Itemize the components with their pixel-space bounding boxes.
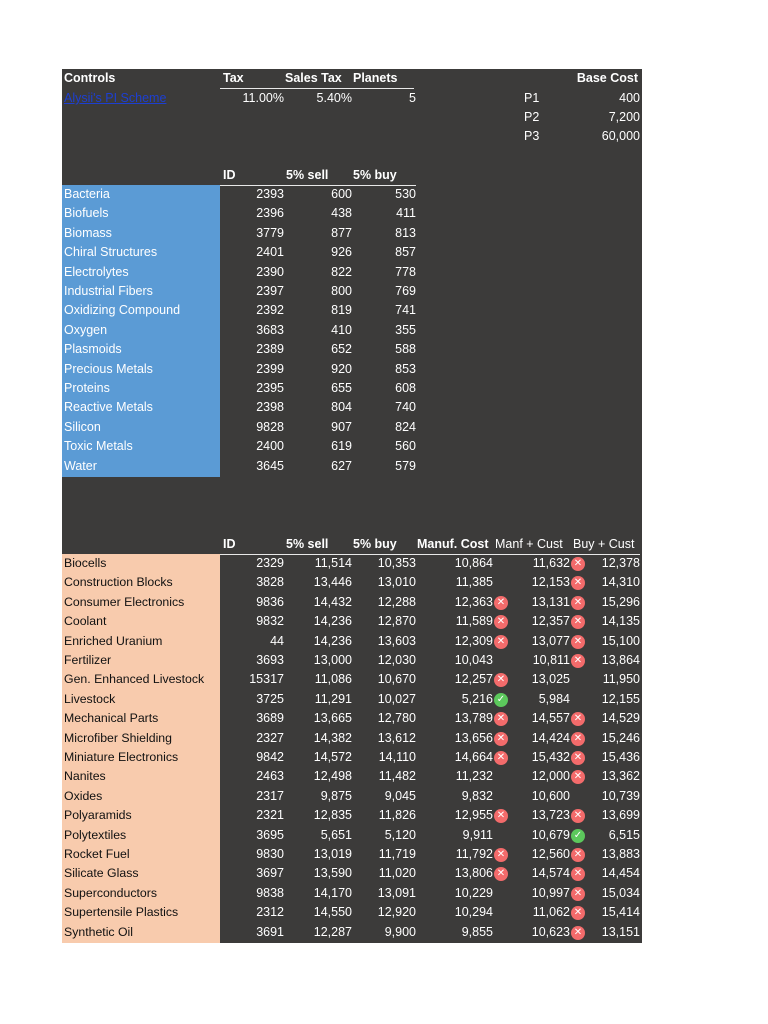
- p1-row-sell: 822: [331, 264, 352, 279]
- p2-row-buy-cust: 15,100: [601, 633, 640, 648]
- check-circle-icon: ✓: [494, 693, 508, 707]
- cross-circle-icon: ✕: [571, 906, 585, 920]
- cross-circle-icon: ✕: [494, 596, 508, 610]
- base-cost-value[interactable]: 400: [619, 91, 640, 105]
- p2-row-id: 3725: [256, 691, 284, 706]
- p1-row-sell: 655: [331, 381, 352, 395]
- p2-row-manf-cust: 14,574: [531, 866, 570, 881]
- p2-row-sell: 12,287: [313, 924, 352, 939]
- planets-header: Planets: [353, 71, 398, 85]
- p1-row-sell: 652: [331, 342, 352, 357]
- p2-row-id: 3693: [256, 653, 284, 667]
- p2-row-sell: 14,170: [313, 885, 352, 900]
- tax-value[interactable]: 11.00%: [242, 91, 284, 105]
- p2-row-buy-cust: 10,739: [601, 788, 640, 803]
- p1-row-buy: 579: [395, 458, 416, 473]
- p1-row-name: Reactive Metals: [64, 400, 153, 415]
- p2-row-sell: 13,665: [313, 711, 352, 726]
- p2-row-buy: 12,870: [377, 614, 416, 629]
- p2-row-buy: 11,826: [378, 808, 416, 823]
- p2-row-sell: 13,590: [313, 866, 352, 881]
- p2-row-manf-cust: 12,560: [531, 847, 570, 861]
- p1-row-sell: 410: [331, 322, 352, 337]
- base-cost-tier: P2: [524, 110, 540, 124]
- p1-row-buy: 560: [395, 439, 416, 454]
- p2-row-buy: 13,612: [377, 730, 416, 745]
- p2-row-manuf-cost: 10,294: [454, 905, 493, 920]
- p2-row-sell: 11,514: [314, 556, 352, 570]
- p2-row-manuf-cost: 9,855: [461, 924, 493, 939]
- p2-row-manf-cust: 5,984: [538, 691, 570, 706]
- p1-row-name: Chiral Structures: [64, 245, 158, 260]
- p2-row-buy: 13,091: [377, 885, 416, 900]
- p2-row-buy-cust: 15,436: [601, 750, 640, 764]
- p2-row-buy-cust: 13,362: [601, 769, 640, 784]
- p2-row-sell: 14,432: [313, 594, 352, 609]
- p2-row-id: 3689: [256, 711, 284, 726]
- p2-row-buy: 12,288: [377, 594, 416, 609]
- p2-row-name: Mechanical Parts: [64, 711, 159, 726]
- p2-manf-cust-header: Manf + Cust: [495, 537, 563, 551]
- p2-row-buy: 13,603: [377, 633, 416, 648]
- scheme-link[interactable]: Alysii's PI Scheme: [64, 91, 167, 105]
- p2-row-sell: 14,236: [313, 614, 352, 629]
- cross-circle-icon: ✕: [494, 732, 508, 746]
- p2-row-name: Rocket Fuel: [64, 847, 130, 861]
- p1-row-name: Electrolytes: [64, 264, 129, 279]
- p1-row-sell: 819: [331, 303, 352, 318]
- p2-row-manuf-cost: 13,806: [454, 866, 493, 881]
- p1-row-buy: 741: [395, 303, 416, 318]
- p2-row-sell: 14,382: [313, 730, 352, 745]
- p2-row-buy: 12,780: [377, 711, 416, 726]
- spreadsheet: [62, 69, 642, 943]
- p1-row-id: 2400: [256, 439, 284, 454]
- p2-row-id: 15317: [249, 672, 284, 687]
- p2-row-buy: 5,120: [384, 827, 416, 842]
- p1-row-buy: 857: [395, 245, 416, 260]
- p2-manuf-cost-header: Manuf. Cost: [417, 537, 489, 551]
- p2-row-name: Coolant: [64, 614, 107, 629]
- p2-row-name: Synthetic Oil: [64, 924, 134, 939]
- p1-row-id: 2393: [256, 187, 284, 201]
- p2-sell-header: 5% sell: [286, 537, 329, 551]
- p2-row-manuf-cost: 12,363: [454, 594, 493, 609]
- cross-circle-icon: ✕: [571, 596, 585, 610]
- p2-row-buy-cust: 14,454: [601, 866, 640, 881]
- p1-row-id: 2397: [256, 284, 284, 298]
- p2-row-manf-cust: 11,062: [532, 905, 570, 920]
- p2-row-manuf-cost: 12,309: [454, 633, 493, 648]
- p1-row-sell: 438: [331, 206, 352, 221]
- p2-row-id: 3828: [256, 575, 284, 590]
- cross-circle-icon: ✕: [571, 809, 585, 823]
- cross-circle-icon: ✕: [494, 635, 508, 649]
- base-cost-value[interactable]: 60,000: [601, 129, 640, 143]
- p1-row-buy: 778: [395, 264, 416, 279]
- p2-id-header: ID: [223, 537, 236, 551]
- p2-row-sell: 11,291: [314, 691, 352, 706]
- p2-row-manuf-cost: 11,589: [455, 614, 493, 629]
- p2-row-name: Biocells: [64, 556, 107, 570]
- p2-row-id: 2329: [256, 556, 284, 570]
- cross-circle-icon: ✕: [571, 770, 585, 784]
- p2-row-name: Construction Blocks: [64, 575, 173, 590]
- p2-row-buy-cust: 12,155: [601, 691, 640, 706]
- cross-circle-icon: ✕: [571, 926, 585, 940]
- cross-circle-icon: ✕: [571, 576, 585, 590]
- p2-row-manuf-cost: 9,911: [462, 827, 493, 842]
- p1-row-buy: 740: [395, 400, 416, 415]
- p1-row-id: 9828: [256, 419, 284, 434]
- p2-row-sell: 12,835: [313, 808, 352, 823]
- p2-row-manf-cust: 13,077: [531, 633, 570, 648]
- p1-row-id: 3779: [256, 225, 284, 240]
- cross-circle-icon: ✕: [571, 887, 585, 901]
- p2-row-manf-cust: 12,000: [531, 769, 570, 784]
- p2-row-name: Polyaramids: [64, 808, 132, 823]
- p2-row-id: 9836: [256, 594, 284, 609]
- p1-row-sell: 877: [331, 225, 352, 240]
- p1-row-id: 2398: [256, 400, 284, 415]
- p1-row-name: Precious Metals: [64, 361, 153, 376]
- p2-row-manuf-cost: 11,385: [455, 575, 493, 590]
- cross-circle-icon: ✕: [571, 635, 585, 649]
- p2-row-name: Enriched Uranium: [64, 633, 163, 648]
- base-cost-value[interactable]: 7,200: [608, 110, 640, 124]
- p1-row-buy: 355: [395, 322, 416, 337]
- p2-row-buy-cust: 15,296: [601, 594, 640, 609]
- p2-row-manf-cust: 10,811: [532, 653, 570, 667]
- p1-row-id: 2399: [256, 361, 284, 376]
- p2-row-id: 3697: [256, 866, 284, 881]
- p1-row-buy: 853: [395, 361, 416, 376]
- p1-row-name: Water: [64, 458, 97, 473]
- p2-row-buy-cust: 13,699: [601, 808, 640, 823]
- p2-row-id: 2321: [256, 808, 284, 823]
- p2-row-name: Consumer Electronics: [64, 594, 185, 609]
- p2-row-manuf-cost: 10,229: [454, 885, 493, 900]
- p2-row-buy-cust: 15,414: [601, 905, 640, 920]
- p2-row-sell: 14,236: [313, 633, 352, 648]
- cross-circle-icon: ✕: [494, 615, 508, 629]
- p1-row-id: 2401: [256, 245, 284, 260]
- p2-row-id: 2327: [256, 730, 284, 745]
- p2-row-id: 2317: [256, 788, 284, 803]
- p2-row-manuf-cost: 12,257: [454, 672, 493, 687]
- p1-row-sell: 619: [331, 439, 352, 454]
- p2-row-sell: 13,446: [313, 575, 352, 590]
- p2-row-buy: 11,020: [378, 866, 416, 881]
- p2-row-manf-cust: 13,131: [531, 594, 570, 609]
- p1-row-name: Silicon: [64, 419, 101, 434]
- p2-row-manf-cust: 13,723: [531, 808, 570, 823]
- p2-row-buy: 12,920: [377, 905, 416, 920]
- p1-row-id: 2390: [256, 264, 284, 279]
- p2-row-buy: 11,482: [378, 769, 416, 784]
- p2-row-manf-cust: 14,424: [531, 730, 570, 745]
- p1-row-sell: 804: [331, 400, 352, 415]
- p1-row-name: Plasmoids: [64, 342, 122, 357]
- p2-row-id: 9838: [256, 885, 284, 900]
- p2-row-manf-cust: 10,600: [531, 788, 570, 803]
- controls-title: Controls: [64, 71, 116, 85]
- p2-row-name: Microfiber Shielding: [64, 730, 172, 745]
- p1-row-buy: 813: [395, 225, 416, 240]
- p2-row-buy: 10,027: [377, 691, 416, 706]
- p2-row-buy-cust: 12,378: [601, 556, 640, 570]
- p2-row-sell: 12,498: [313, 769, 352, 784]
- sales-tax-value[interactable]: 5.40%: [316, 91, 352, 105]
- cross-circle-icon: ✕: [571, 557, 585, 571]
- p2-row-name: Oxides: [64, 788, 103, 803]
- p2-buy-header: 5% buy: [353, 537, 397, 551]
- p1-row-buy: 530: [395, 187, 416, 201]
- p2-row-manuf-cost: 14,664: [454, 750, 493, 764]
- p2-row-name: Fertilizer: [64, 653, 112, 667]
- p2-row-manuf-cost: 10,043: [454, 653, 493, 667]
- p1-row-buy: 588: [395, 342, 416, 357]
- p2-row-manf-cust: 15,432: [531, 750, 570, 764]
- p2-row-manuf-cost: 11,232: [455, 769, 493, 784]
- p1-row-buy: 824: [395, 419, 416, 434]
- p2-row-buy: 11,719: [378, 847, 416, 861]
- p1-row-name: Toxic Metals: [64, 439, 133, 454]
- p2-row-buy: 14,110: [378, 750, 416, 764]
- p2-row-manuf-cost: 5,216: [461, 691, 493, 706]
- p1-row-id: 2395: [256, 381, 284, 395]
- p2-row-buy: 10,353: [377, 556, 416, 570]
- p1-row-sell: 627: [331, 458, 352, 473]
- p2-row-name: Gen. Enhanced Livestock: [64, 672, 205, 687]
- p1-row-name: Industrial Fibers: [64, 284, 153, 298]
- p2-row-name: Polytextiles: [64, 827, 127, 842]
- p1-row-name: Oxidizing Compound: [64, 303, 181, 318]
- cross-circle-icon: ✕: [494, 673, 508, 687]
- p1-row-name: Bacteria: [64, 187, 110, 201]
- p1-row-buy: 769: [395, 284, 416, 298]
- p2-row-manuf-cost: 11,792: [455, 847, 493, 861]
- p2-row-name: Superconductors: [64, 885, 157, 900]
- cross-circle-icon: ✕: [571, 867, 585, 881]
- p2-row-buy-cust: 11,950: [602, 672, 640, 687]
- p2-row-sell: 14,572: [313, 750, 352, 764]
- sales-tax-header: Sales Tax: [285, 71, 342, 85]
- p2-row-buy-cust: 14,310: [601, 575, 640, 590]
- p2-row-buy-cust: 14,135: [601, 614, 640, 629]
- cross-circle-icon: ✕: [571, 732, 585, 746]
- p2-row-manf-cust: 14,557: [531, 711, 570, 726]
- p1-row-id: 2392: [256, 303, 284, 318]
- cross-circle-icon: ✕: [494, 848, 508, 862]
- p1-row-name: Biomass: [64, 225, 112, 240]
- p2-row-sell: 9,875: [320, 788, 352, 803]
- p2-row-sell: 14,550: [313, 905, 352, 920]
- cross-circle-icon: ✕: [571, 848, 585, 862]
- p2-row-buy: 9,900: [384, 924, 416, 939]
- p2-row-name: Livestock: [64, 691, 116, 706]
- p2-row-id: 3691: [256, 924, 284, 939]
- base-cost-tier: P1: [524, 91, 540, 105]
- cross-circle-icon: ✕: [571, 751, 585, 765]
- p2-row-manf-cust: 10,623: [531, 924, 570, 939]
- p2-row-buy: 9,045: [384, 788, 416, 803]
- p1-sell-header: 5% sell: [286, 168, 329, 182]
- p2-row-buy: 13,010: [377, 575, 416, 590]
- cross-circle-icon: ✕: [571, 654, 585, 668]
- p2-row-manf-cust: 13,025: [531, 672, 570, 687]
- p1-row-id: 3683: [256, 322, 284, 337]
- p2-row-name: Supertensile Plastics: [64, 905, 179, 920]
- p2-row-buy: 12,030: [377, 653, 416, 667]
- p2-row-manf-cust: 10,679: [531, 827, 570, 842]
- p2-buy-cust-header: Buy + Cust: [573, 537, 635, 551]
- p1-row-id: 3645: [256, 458, 284, 473]
- p1-row-id: 2389: [256, 342, 284, 357]
- p2-row-sell: 11,086: [314, 672, 352, 687]
- p2-row-sell: 13,000: [313, 653, 352, 667]
- cross-circle-icon: ✕: [494, 867, 508, 881]
- p2-row-manuf-cost: 9,832: [461, 788, 493, 803]
- p2-row-name: Silicate Glass: [64, 866, 139, 881]
- p2-row-name: Nanites: [64, 769, 106, 784]
- p1-row-buy: 608: [395, 381, 416, 395]
- planets-value[interactable]: 5: [409, 91, 416, 105]
- cross-circle-icon: ✕: [571, 615, 585, 629]
- p2-row-buy-cust: 13,864: [601, 653, 640, 667]
- base-cost-header: Base Cost: [576, 71, 638, 85]
- p2-row-manf-cust: 10,997: [531, 885, 570, 900]
- p2-row-manuf-cost: 13,656: [454, 730, 493, 745]
- p2-row-manf-cust: 12,153: [531, 575, 570, 590]
- p2-row-sell: 13,019: [313, 847, 352, 861]
- p2-row-buy-cust: 13,151: [601, 924, 640, 939]
- p2-row-id: 2463: [256, 769, 284, 784]
- p2-row-id: 9842: [256, 750, 284, 764]
- p2-row-manuf-cost: 12,955: [454, 808, 493, 823]
- base-cost-tier: P3: [524, 129, 540, 143]
- p1-row-sell: 600: [331, 187, 352, 201]
- p1-row-name: Proteins: [64, 381, 110, 395]
- p2-row-id: 9830: [256, 847, 284, 861]
- p1-id-header: ID: [223, 168, 236, 182]
- p2-row-id: 2312: [256, 905, 284, 920]
- p2-row-buy-cust: 15,034: [601, 885, 640, 900]
- p2-row-manf-cust: 12,357: [531, 614, 570, 629]
- p2-row-manf-cust: 11,632: [532, 556, 570, 570]
- p1-row-name: Biofuels: [64, 206, 109, 221]
- p2-row-buy-cust: 6,515: [608, 827, 640, 842]
- p2-row-buy-cust: 13,883: [601, 847, 640, 861]
- p1-row-id: 2396: [256, 206, 284, 221]
- p1-row-sell: 920: [331, 361, 352, 376]
- p2-row-buy-cust: 14,529: [601, 711, 640, 726]
- p1-buy-header: 5% buy: [353, 168, 397, 182]
- p1-row-name: Oxygen: [64, 322, 108, 337]
- p1-row-sell: 926: [331, 245, 352, 260]
- p2-row-id: 44: [270, 633, 284, 648]
- cross-circle-icon: ✕: [494, 712, 508, 726]
- p2-row-sell: 5,651: [320, 827, 352, 842]
- p2-row-buy: 10,670: [377, 672, 416, 687]
- p2-row-manuf-cost: 13,789: [454, 711, 493, 726]
- check-circle-icon: ✓: [571, 829, 585, 843]
- cross-circle-icon: ✕: [494, 809, 508, 823]
- p2-row-name: Miniature Electronics: [64, 750, 179, 764]
- p2-row-id: 3695: [256, 827, 284, 842]
- p1-row-sell: 907: [331, 419, 352, 434]
- cross-circle-icon: ✕: [494, 751, 508, 765]
- p1-row-sell: 800: [331, 284, 352, 298]
- tax-header: Tax: [223, 71, 244, 85]
- cross-circle-icon: ✕: [571, 712, 585, 726]
- p1-row-buy: 411: [396, 206, 416, 221]
- p2-row-id: 9832: [256, 614, 284, 629]
- p2-row-manuf-cost: 10,864: [454, 556, 493, 570]
- p2-row-buy-cust: 15,246: [601, 730, 640, 745]
